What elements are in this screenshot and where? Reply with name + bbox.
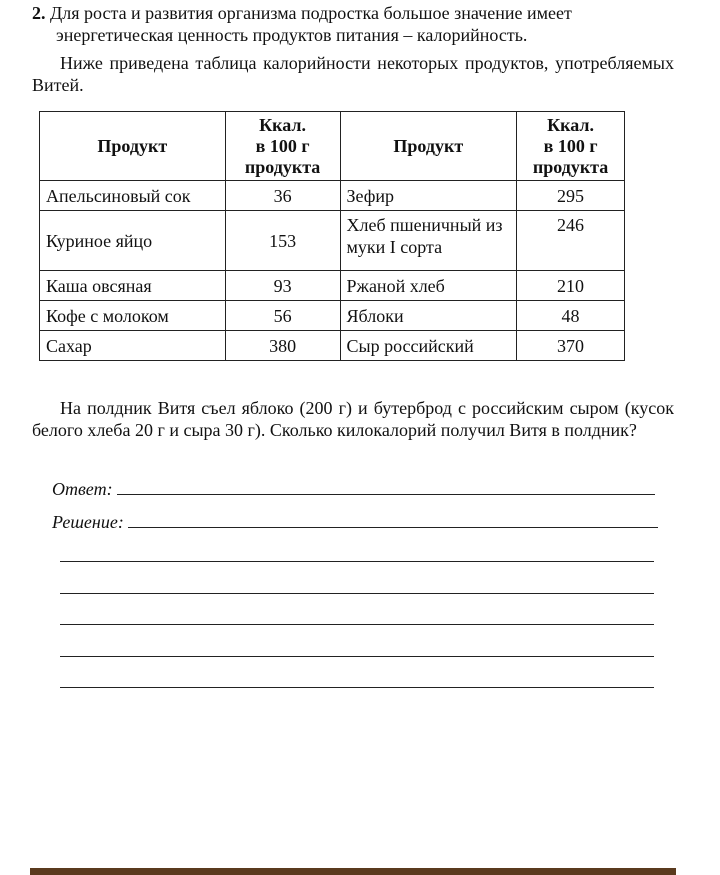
kcal-cell: 153 — [225, 211, 340, 271]
solution-blank-line[interactable] — [60, 687, 654, 688]
header-product-2: Продукт — [340, 112, 517, 181]
table-header-row — [40, 112, 625, 181]
product-cell: Яблоки — [340, 301, 517, 331]
table-row — [40, 301, 625, 331]
question-number: 2. — [32, 3, 46, 23]
solution-blank-line[interactable] — [60, 624, 654, 625]
solution-label: Решение — [52, 512, 118, 532]
answer-colon: : — [106, 479, 113, 499]
solution-blank-line[interactable] — [60, 561, 654, 562]
kcal-cell: 295 — [517, 181, 625, 211]
product-cell: Куриное яйцо — [40, 211, 226, 271]
intro-line-2: энергетическая ценность продуктов питания – калорийность. — [56, 25, 528, 45]
kcal-cell: 93 — [225, 271, 340, 301]
footer-divider — [30, 868, 676, 875]
product-cell: Сыр российский — [340, 331, 517, 361]
product-cell: Хлеб пшеничный из муки I сорта — [340, 211, 517, 271]
solution-row — [52, 511, 658, 533]
kcal-cell: 380 — [225, 331, 340, 361]
answer-row — [52, 478, 655, 500]
header-kcal-1: Ккал. в 100 г продукта — [225, 112, 340, 181]
intro-line-1: Для роста и развития организма подростка большое значение имеет — [50, 3, 572, 23]
answer-input-line[interactable] — [117, 478, 655, 495]
product-cell: Зефир — [340, 181, 517, 211]
answer-label: Ответ — [52, 479, 107, 499]
table-row — [40, 271, 625, 301]
question-intro — [32, 2, 674, 46]
kcal-cell: 56 — [225, 301, 340, 331]
product-cell: Апельсиновый сок — [40, 181, 226, 211]
table-row — [40, 181, 625, 211]
table-lead-text: Ниже приведена таблица калорийности некоторых продуктов, употребляемых Витей. — [32, 53, 674, 95]
product-cell: Каша овсяная — [40, 271, 226, 301]
solution-blank-line[interactable] — [60, 656, 654, 657]
solution-blank-line[interactable] — [60, 593, 654, 594]
solution-input-line[interactable] — [128, 511, 658, 528]
header-kcal-2: Ккал. в 100 г продукта — [517, 112, 625, 181]
table-row — [40, 211, 625, 271]
product-cell: Ржаной хлеб — [340, 271, 517, 301]
kcal-cell: 210 — [517, 271, 625, 301]
calorie-table — [39, 111, 625, 361]
product-cell: Сахар — [40, 331, 226, 361]
problem-text: На полдник Витя съел яблоко (200 г) и бутерброд с российским сыром (кусок белого хлеба 20 г и сыра 30 г). Сколько килокалорий получил Витя в полдник? — [32, 398, 674, 440]
kcal-cell: 48 — [517, 301, 625, 331]
kcal-cell: 246 — [517, 211, 625, 271]
kcal-cell: 36 — [225, 181, 340, 211]
product-cell: Кофе с молоком — [40, 301, 226, 331]
table-row — [40, 331, 625, 361]
header-product-1: Продукт — [40, 112, 226, 181]
solution-colon: : — [117, 512, 124, 532]
kcal-cell: 370 — [517, 331, 625, 361]
